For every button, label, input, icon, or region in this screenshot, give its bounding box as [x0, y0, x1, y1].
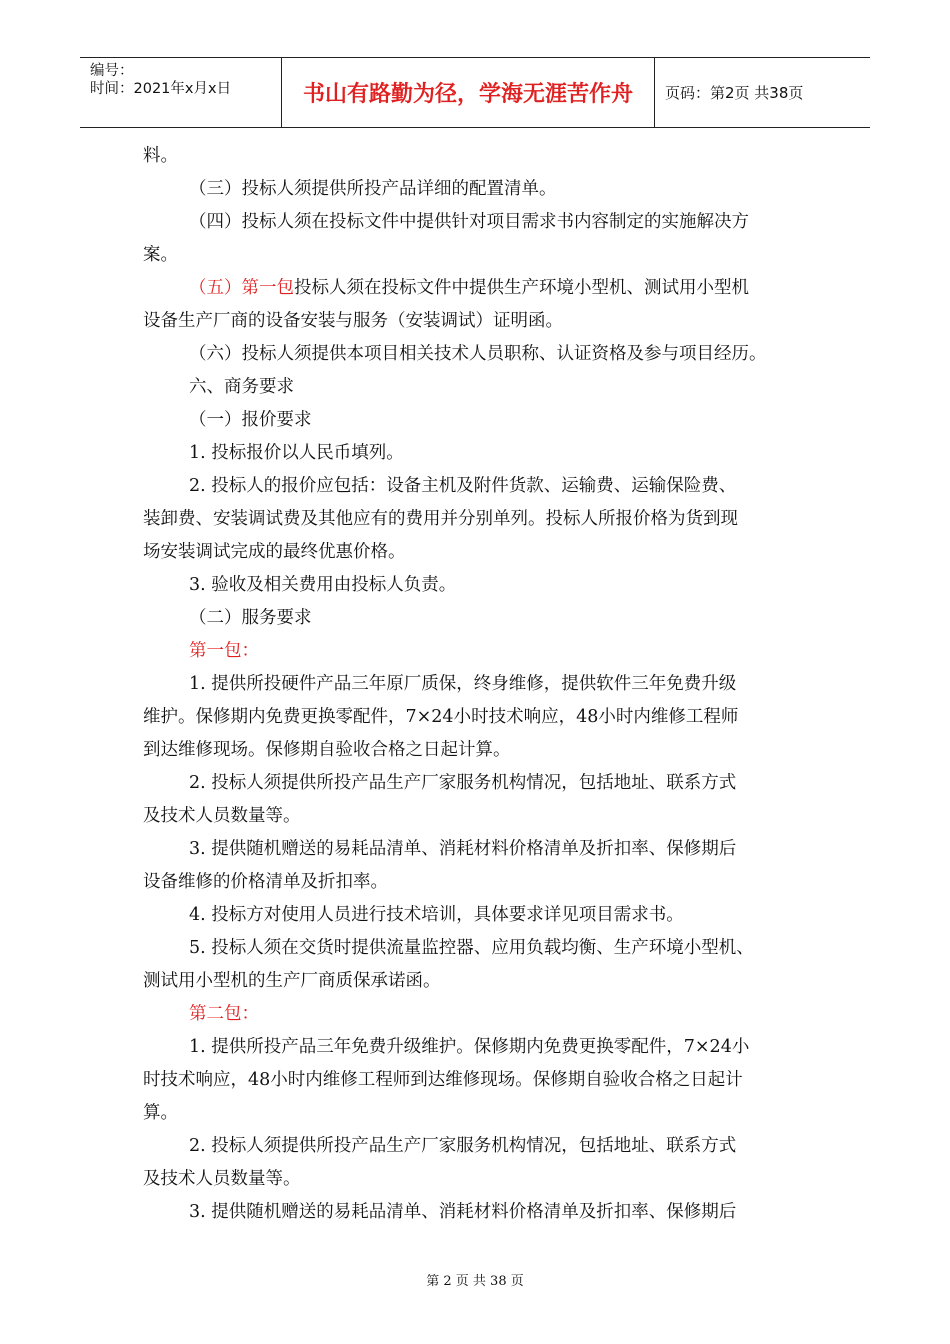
paragraph-line [143, 998, 823, 1031]
paragraph-line [143, 1097, 823, 1130]
page-header [80, 57, 870, 128]
paragraph-line [143, 1196, 823, 1229]
header-meta [80, 58, 281, 127]
header-page-info: 页码：第2页 共38页 [665, 84, 804, 102]
line-text: 设备生产厂商的设备安装与服务（安装调试）证明函。 [143, 311, 563, 331]
line-text: 到达维修现场。保修期自验收合格之日起计算。 [143, 740, 511, 760]
line-text: 测试用小型机的生产厂商质保承诺函。 [143, 971, 441, 991]
paragraph-line [143, 932, 823, 965]
paragraph-line [143, 272, 823, 305]
paragraph-line [143, 668, 823, 701]
paragraph-line [143, 569, 823, 602]
number-label: 编号： [90, 63, 134, 79]
line-text: 1. 投标报价以人民币填列。 [189, 443, 404, 463]
line-text: 及技术人员数量等。 [143, 806, 301, 826]
line-text: 六、商务要求 [189, 377, 294, 397]
line-text: 设备维修的价格清单及折扣率。 [143, 872, 388, 892]
paragraph-line [143, 701, 823, 734]
line-text: 2. 投标人须提供所投产品生产厂家服务机构情况，包括地址、联系方式 [189, 1136, 737, 1156]
paragraph-line [143, 404, 823, 437]
document-body [143, 140, 823, 1229]
line-text: （四）投标人须在投标文件中提供针对项目需求书内容制定的实施解决方 [189, 212, 749, 232]
paragraph-line [143, 833, 823, 866]
highlight-text: （五）第一包 [189, 278, 294, 298]
line-text: 4. 投标方对使用人员进行技术培训，具体要求详见项目需求书。 [189, 905, 684, 925]
line-text: 维护。保修期内免费更换零配件，7×24小时技术响应，48小时内维修工程师 [143, 707, 739, 727]
line-text: 1. 提供所投产品三年免费升级维护。保修期内免费更换零配件，7×24小 [189, 1037, 750, 1057]
paragraph-line [143, 1031, 823, 1064]
line-text: 时技术响应，48小时内维修工程师到达维修现场。保修期自验收合格之日起计 [143, 1070, 743, 1090]
paragraph-line [143, 206, 823, 239]
page-footer: 第 2 页 共 38 页 [426, 1274, 524, 1289]
paragraph-line [143, 602, 823, 635]
line-text: 3. 验收及相关费用由投标人负责。 [189, 575, 457, 595]
paragraph-line [143, 437, 823, 470]
paragraph-line [143, 1064, 823, 1097]
paragraph-line [143, 899, 823, 932]
line-text: 2. 投标人的报价应包括：设备主机及附件货款、运输费、运输保险费、 [189, 476, 737, 496]
time-label: 时间：2021年x月x日 [90, 81, 232, 97]
paragraph-line [143, 800, 823, 833]
line-text: 场安装调试完成的最终优惠价格。 [143, 542, 406, 562]
line-text: 案。 [143, 245, 178, 265]
line-text: 及技术人员数量等。 [143, 1169, 301, 1189]
paragraph-line [143, 1130, 823, 1163]
paragraph-line [143, 503, 823, 536]
line-text: 算。 [143, 1103, 178, 1123]
line-text: 1. 提供所投硬件产品三年原厂质保，终身维修，提供软件三年免费升级 [189, 674, 737, 694]
paragraph-line [143, 536, 823, 569]
paragraph-line [143, 635, 823, 668]
paragraph-line [143, 239, 823, 272]
highlight-text: 第一包： [189, 641, 259, 661]
paragraph-line [143, 866, 823, 899]
line-text: （三）投标人须提供所投产品详细的配置清单。 [189, 179, 557, 199]
paragraph-line [143, 173, 823, 206]
header-motto: 书山有路勤为径，学海无涯苦作舟 [281, 58, 655, 127]
paragraph-line [143, 338, 823, 371]
paragraph-line [143, 371, 823, 404]
paragraph-line [143, 1163, 823, 1196]
paragraph-line [143, 767, 823, 800]
paragraph-line [143, 470, 823, 503]
paragraph-line [143, 140, 823, 173]
line-text: 投标人须在投标文件中提供生产环境小型机、测试用小型机 [294, 278, 749, 298]
highlight-text: 第二包： [189, 1004, 259, 1024]
paragraph-line [143, 734, 823, 767]
line-text: 3. 提供随机赠送的易耗品清单、消耗材料价格清单及折扣率、保修期后 [189, 839, 737, 859]
line-text: 装卸费、安装调试费及其他应有的费用并分别单列。投标人所报价格为货到现 [143, 509, 738, 529]
line-text: （一）报价要求 [189, 410, 312, 430]
line-text: 料。 [143, 146, 178, 166]
line-text: （六）投标人须提供本项目相关技术人员职称、认证资格及参与项目经历。 [189, 344, 767, 364]
line-text: 3. 提供随机赠送的易耗品清单、消耗材料价格清单及折扣率、保修期后 [189, 1202, 737, 1222]
line-text: （二）服务要求 [189, 608, 312, 628]
line-text: 5. 投标人须在交货时提供流量监控器、应用负载均衡、生产环境小型机、 [189, 938, 754, 958]
line-text: 2. 投标人须提供所投产品生产厂家服务机构情况，包括地址、联系方式 [189, 773, 737, 793]
paragraph-line [143, 965, 823, 998]
paragraph-line [143, 305, 823, 338]
